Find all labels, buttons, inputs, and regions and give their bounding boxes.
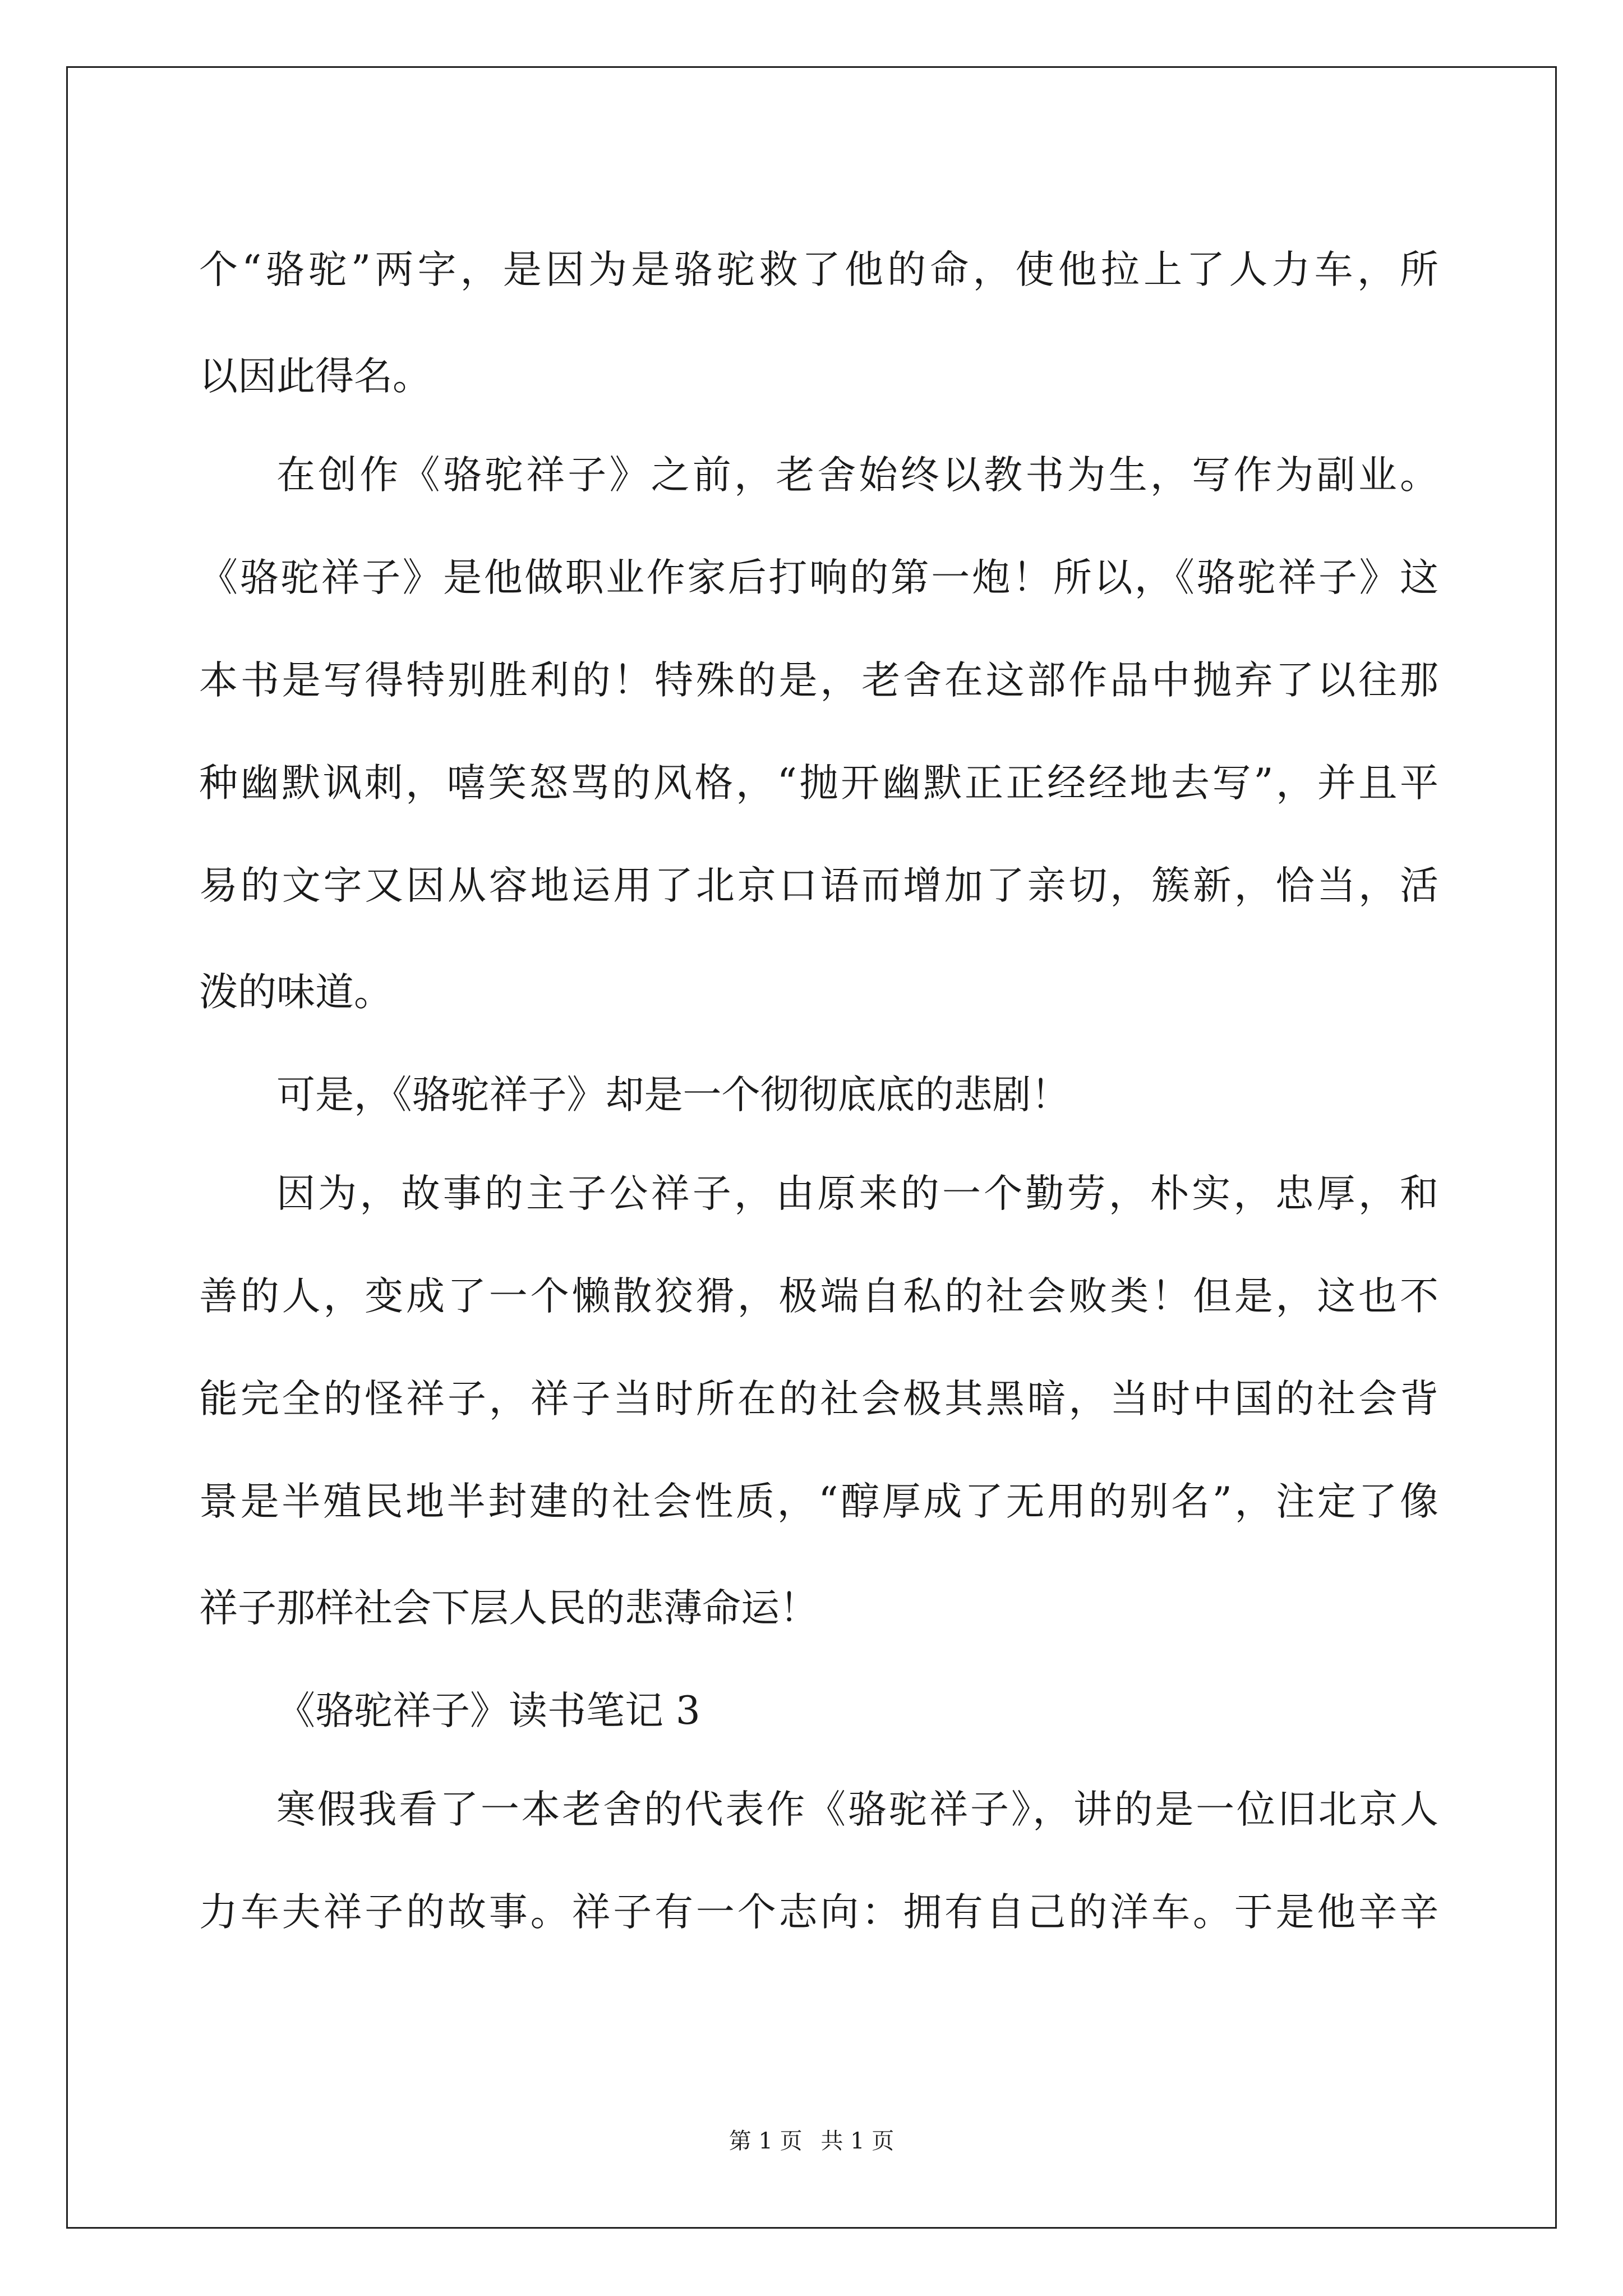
text-line: 祥子那样社会下层人民的悲薄命运！ [199, 1586, 818, 1631]
text-line: 以因此得名。 [199, 354, 431, 399]
text-line: 在创作《骆驼祥子》之前，老舍始终以教书为生，写作为副业。 [276, 453, 1438, 498]
page-number: 第 1 页 [728, 2128, 803, 2154]
text-line: 易的文字又因从容地运用了北京口语而增加了亲切，簇新，恰当，活 [199, 863, 1438, 908]
text-line: 《骆驼祥子》是他做职业作家后打响的第一炮！所以，《骆驼祥子》这 [199, 555, 1438, 600]
text-line: 善的人，变成了一个懒散狡猾，极端自私的社会败类！但是，这也不 [199, 1274, 1438, 1319]
text-line: 可是，《骆驼祥子》却是一个彻彻底底的悲剧！ [276, 1073, 1070, 1117]
document-body [199, 219, 1438, 1964]
text-line: 本书是写得特别胜利的！特殊的是，老舍在这部作品中抛弃了以往那 [199, 658, 1438, 703]
section-heading: 《骆驼祥子》读书笔记 3 [276, 1688, 700, 1733]
text-line: 泼的味道。 [199, 970, 393, 1015]
text-line: 能完全的怪祥子，祥子当时所在的社会极其黑暗，当时中国的社会背 [199, 1377, 1438, 1421]
text-line: 力车夫祥子的故事。祥子有一个志向：拥有自己的洋车。于是他辛辛 [199, 1890, 1438, 1935]
page-footer [0, 2123, 1623, 2155]
text-line: 景是半殖民地半封建的社会性质，“醇厚成了无用的别名”，注定了像 [199, 1479, 1438, 1524]
text-line: 个“骆驼”两字，是因为是骆驼救了他的命，使他拉上了人力车，所 [199, 247, 1438, 292]
page-total: 共 1 页 [820, 2128, 895, 2154]
text-line: 因为，故事的主子公祥子，由原来的一个勤劳，朴实，忠厚，和 [276, 1171, 1438, 1216]
text-line: 种幽默讽刺，嘻笑怒骂的风格，“抛开幽默正正经经地去写”，并且平 [199, 761, 1438, 806]
text-line: 寒假我看了一本老舍的代表作《骆驼祥子》，讲的是一位旧北京人 [276, 1787, 1438, 1832]
